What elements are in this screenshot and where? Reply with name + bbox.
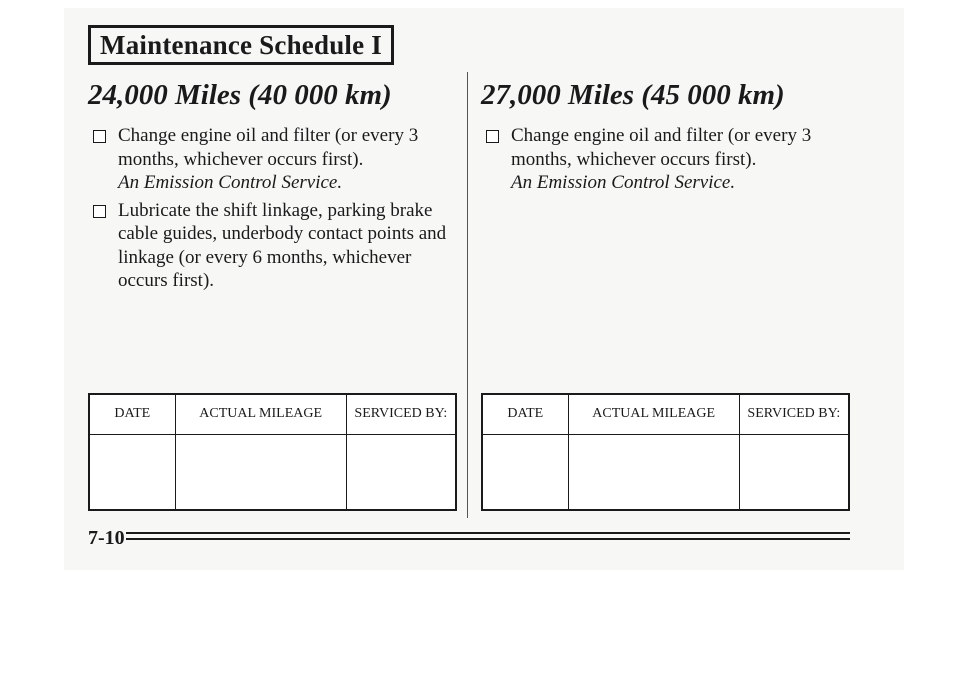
page-title: Maintenance Schedule I — [88, 25, 394, 65]
footer-rule — [126, 538, 850, 540]
checkbox-icon[interactable] — [93, 205, 106, 218]
serviced-by-cell[interactable] — [739, 434, 849, 510]
checklist — [88, 124, 458, 293]
date-column-header: DATE — [89, 394, 175, 434]
date-column-header: DATE — [482, 394, 568, 434]
date-cell[interactable] — [482, 434, 568, 510]
checkbox-icon[interactable] — [93, 130, 106, 143]
service-record-table — [481, 393, 850, 511]
mileage-column-header: ACTUAL MILEAGE — [175, 394, 346, 434]
checkbox-icon[interactable] — [486, 130, 499, 143]
column-divider — [467, 72, 468, 518]
date-cell[interactable] — [89, 434, 175, 510]
mileage-column-header: ACTUAL MILEAGE — [568, 394, 739, 434]
section-heading: 24,000 Miles (40 000 km) — [88, 79, 392, 111]
checklist-item-text: Lubricate the shift linkage, parking brake cable guides, underbody contact points and linkage (or every 6 months, whichever occurs first). — [118, 199, 447, 291]
checklist-item — [88, 124, 458, 195]
section-27000-miles — [481, 78, 851, 199]
checklist-item-text: Change engine oil and filter (or every 3 months, whichever occurs first). — [511, 125, 812, 170]
checklist-item-note: An Emission Control Service. — [511, 172, 736, 193]
checklist-item-note: An Emission Control Service. — [118, 172, 343, 193]
footer-rule — [126, 532, 850, 534]
page-number: 7-10 — [88, 527, 125, 549]
section-heading: 27,000 Miles (45 000 km) — [481, 79, 785, 111]
checklist-item — [481, 124, 851, 195]
mileage-cell[interactable] — [568, 434, 739, 510]
service-record-table — [88, 393, 457, 511]
checklist-item — [88, 199, 458, 293]
checklist — [481, 124, 851, 195]
section-24000-miles — [88, 78, 458, 297]
serviced-by-column-header: SERVICED BY: — [739, 394, 849, 434]
serviced-by-column-header: SERVICED BY: — [346, 394, 456, 434]
serviced-by-cell[interactable] — [346, 434, 456, 510]
checklist-item-text: Change engine oil and filter (or every 3 months, whichever occurs first). — [118, 125, 419, 170]
mileage-cell[interactable] — [175, 434, 346, 510]
